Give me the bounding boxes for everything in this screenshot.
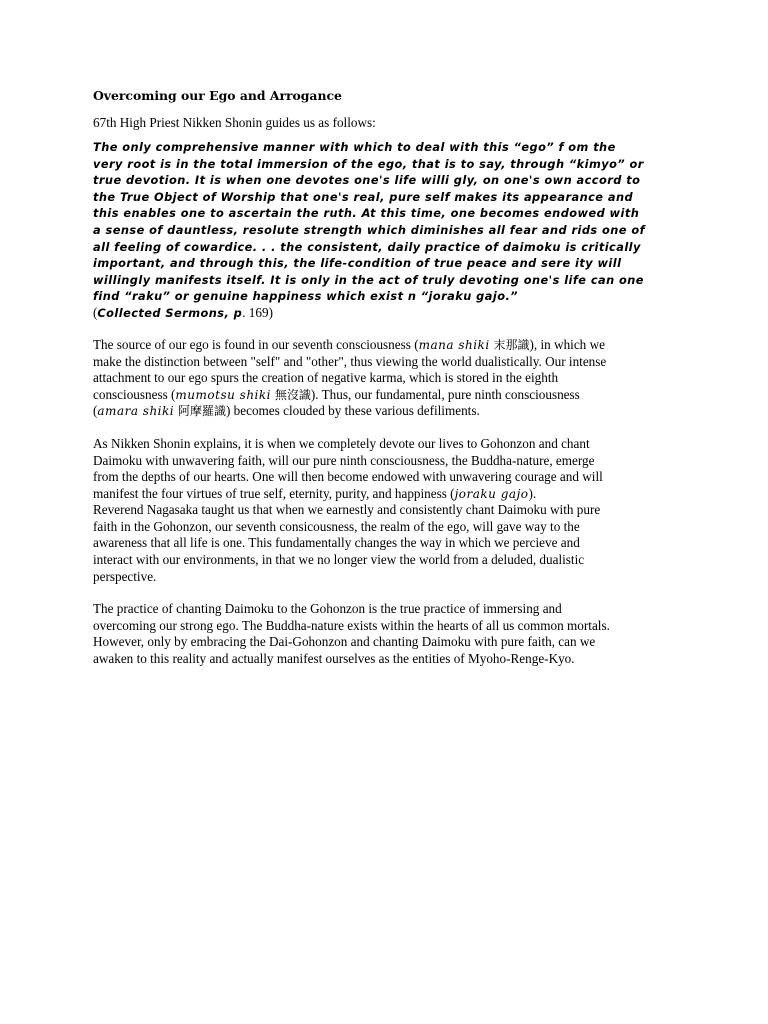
- term-joraku-gajo: joraku gajo: [454, 486, 529, 501]
- quote-citation: [93, 305, 683, 321]
- quote-block: [93, 139, 683, 305]
- term-mana-shiki: mana shiki: [418, 337, 490, 352]
- paragraph-line: [93, 486, 683, 503]
- paragraph-line: interact with our environments, in that we no longer view the world from a deluded, dualistic: [93, 552, 585, 568]
- paragraph-line: attachment to our ego spurs the creation of negative karma, which is stored in the eighth: [93, 370, 559, 386]
- paragraph-line: However, only by embracing the Dai-Gohonzon and chanting Daimoku with pure faith, can we: [93, 634, 596, 650]
- quote-line: the True Object of Worship that one's real, pure self makes its appearance and: [93, 189, 634, 204]
- paragraph-line: awareness that all life is one. This fundamentally changes the way in which we percieve and: [93, 535, 580, 551]
- paragraph-line: Reverend Nagasaka taught us that when we earnestly and consistently chant Daimoku with pure: [93, 502, 601, 518]
- paragraph-line: The practice of chanting Daimoku to the Gohonzon is the true practice of immersing and: [93, 601, 562, 617]
- paragraph-line: faith in the Gohonzon, our seventh consicousness, the realm of the ego, will gave way to the: [93, 518, 580, 534]
- citation-source: Collected Sermons, p: [97, 305, 243, 320]
- paragraph-line: overcoming our strong ego. The Buddha-nature exists within the hearts of all us common mortals.: [93, 617, 610, 633]
- term-mumotsu-shiki: mumotsu shiki: [175, 387, 271, 402]
- paragraph-line: Daimoku with unwavering faith, will our pure ninth consciousness, the Buddha-nature, emerge: [93, 452, 595, 468]
- kanji-mumotsu-shiki: 無沒識: [271, 387, 311, 402]
- document-title: Overcoming our Ego and Arrogance: [93, 88, 342, 103]
- text-run: ). Thus, our fundamental, pure ninth consciousness: [310, 386, 580, 402]
- text-run: ).: [528, 485, 537, 501]
- citation-page: . 169): [242, 304, 273, 320]
- text-run: (: [93, 403, 98, 419]
- paragraph-line: from the depths of our hearts. One will then become endowed with unwavering courage and will: [93, 469, 603, 485]
- quote-line: important, and through this, the life-condition of true peace and sere ity will: [93, 256, 622, 271]
- paragraph-line: make the distinction between "self" and "other", thus viewing the world dualistically. Our intense: [93, 353, 607, 369]
- text-run: manifest the four virtues of true self, eternity, purity, and happiness (: [93, 485, 455, 501]
- quote-line: willingly manifests itself. It is only in the act of truly devoting one's life can one: [93, 272, 644, 287]
- paragraph-line: As Nikken Shonin explains, it is when we completely devote our lives to Gohonzon and chant: [93, 435, 590, 451]
- paragraph-line: [93, 387, 683, 404]
- paragraph-practice: [93, 601, 683, 667]
- quote-line: all feeling of cowardice. . . the consistent, daily practice of daimoku is critically: [93, 239, 641, 254]
- text-run: consciousness (: [93, 386, 176, 402]
- quote-line: true devotion. It is when one devotes one's life willi gly, on one's own accord to: [93, 173, 641, 188]
- paragraph-line: [93, 403, 683, 420]
- quote-line: this enables one to ascertain the ruth. At this time, one becomes endowed with: [93, 206, 640, 221]
- text-run: ), in which we: [529, 336, 605, 352]
- paragraph-devotion: [93, 436, 683, 585]
- paragraph-line: [93, 337, 683, 354]
- quote-line: The only comprehensive manner with which to deal with this “ego” f om the: [93, 140, 616, 154]
- kanji-mana-shiki: 末那識: [489, 337, 530, 352]
- intro-line: 67th High Priest Nikken Shonin guides us as follows:: [93, 115, 376, 130]
- quote-line: very root is in the total immersion of the ego, that is to say, through “kimyo” or: [93, 156, 644, 171]
- paragraph-ego-source: [93, 337, 683, 420]
- quote-line: find “raku” or genuine happiness which exist n “joraku gajo.”: [93, 289, 518, 304]
- text-run: The source of our ego is found in our seventh consciousness (: [93, 336, 419, 352]
- term-amara-shiki: amara shiki: [97, 404, 175, 419]
- kanji-amara-shiki: 阿摩羅識: [174, 404, 226, 419]
- quote-line: a sense of dauntless, resolute strength which diminishes all fear and rids one of: [93, 222, 645, 237]
- citation-open: (: [93, 304, 98, 320]
- paragraph-line: awaken to this reality and actually manifest ourselves as the entities of Myoho-Renge-Kyo.: [93, 651, 575, 667]
- paragraph-line: perspective.: [93, 568, 157, 584]
- text-run: ) becomes clouded by these various defiliments.: [225, 403, 480, 419]
- document-page: [93, 88, 683, 668]
